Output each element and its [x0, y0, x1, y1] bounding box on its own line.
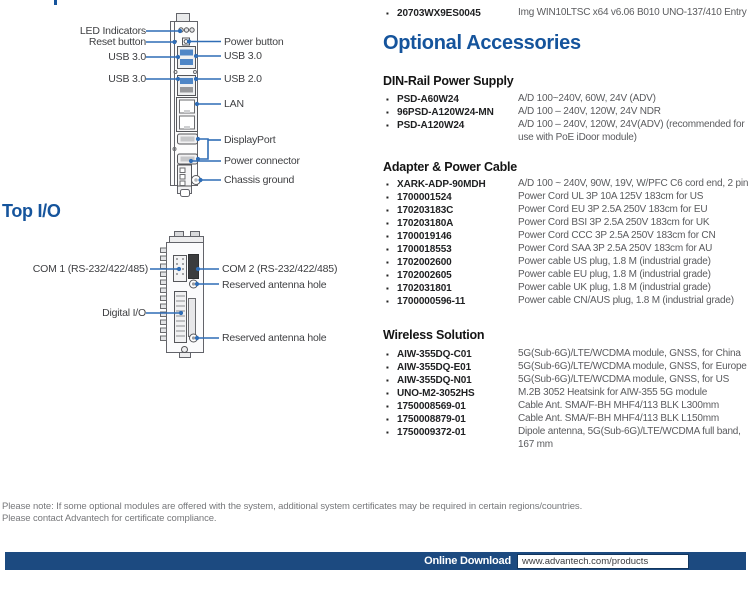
bullet-icon: ▪ [386, 363, 389, 373]
accessory-row [383, 426, 749, 451]
bullet-icon: ▪ [386, 389, 389, 399]
part-number: AIW-355DQ-E01 [397, 362, 472, 374]
part-description: Img WIN10LTSC x64 v6.06 B010 UNO-137/410 Entry [518, 7, 747, 18]
part-number: PSD-A60W24 [397, 94, 459, 105]
bullet-icon: ▪ [386, 402, 389, 412]
screw-icon [182, 347, 188, 353]
usb3-ports-icon [178, 47, 196, 69]
part-description: A/D 100 – 240V, 120W, 24V NDR [518, 106, 661, 117]
part-number: 96PSD-A120W24-MN [397, 107, 494, 118]
label-usb3-left-1: USB 3.0 [108, 51, 146, 63]
accessory-row [383, 93, 749, 106]
label-com1: COM 1 (RS-232/422/485) [32, 263, 148, 275]
accessory-row [383, 230, 749, 243]
accessory-row [383, 387, 749, 400]
label-power-button: Power button [224, 36, 284, 48]
part-description: Power Cord SAA 3P 2.5A 250V 183cm for AU [518, 243, 713, 255]
part-number: AIW-355DQ-C01 [397, 349, 472, 361]
part-description: M.2B 3052 Heatsink for AIW-355 5G module [518, 387, 708, 399]
bullet-icon: ▪ [386, 206, 389, 216]
accessory-row [383, 204, 749, 217]
part-description: Power cable CN/AUS plug, 1.8 M (industrial grade) [518, 295, 734, 307]
footnote-line-1: Please note: If some optional modules are offered with the system, additional system certificates may be required in certain regions/countries. [2, 501, 583, 512]
bullet-icon: ▪ [386, 9, 389, 18]
part-number: XARK-ADP-90MDH [397, 179, 486, 191]
part-description: Power Cord CCC 3P 2.5A 250V 183cm for CN [518, 230, 716, 242]
heatsink-fins [161, 248, 167, 341]
accessory-row [383, 282, 749, 295]
part-number: 170203183C [397, 205, 454, 217]
part-description: A/D 100 – 240V, 120W, 24V(ADV) (recommended for use with PoE iDoor module) [518, 119, 745, 143]
part-description: 5G(Sub-6G)/LTE/WCDMA module, GNSS, for US [518, 374, 730, 386]
bullet-icon: ▪ [386, 121, 389, 130]
bullet-icon: ▪ [386, 95, 389, 104]
accessory-row [383, 191, 749, 204]
part-number: 1750009372-01 [397, 427, 466, 439]
lan-ports-icon [177, 98, 198, 132]
label-displayport: DisplayPort [224, 134, 276, 146]
online-download-bar [5, 552, 746, 570]
accessory-row [383, 256, 749, 269]
label-reset-button: Reset button [88, 36, 146, 48]
part-description: Power cable US plug, 1.8 M (industrial grade) [518, 256, 711, 268]
part-number: 1700001524 [397, 192, 452, 204]
part-description: Power Cord EU 3P 2.5A 250V 183cm for EU [518, 204, 708, 216]
accessories-column [383, 3, 749, 451]
accessory-row [383, 7, 749, 20]
part-description: Power cable UK plug, 1.8 M (industrial grade) [518, 282, 711, 294]
part-description: 5G(Sub-6G)/LTE/WCDMA module, GNSS, for Europe [518, 361, 747, 373]
bullet-icon: ▪ [386, 271, 389, 281]
part-description: Power cable EU plug, 1.8 M (industrial grade) [518, 269, 711, 281]
part-description: Power Cord BSI 3P 2.5A 250V 183cm for UK [518, 217, 710, 229]
part-number: 1700019146 [397, 231, 452, 243]
optional-accessories-heading: Optional Accessories [383, 32, 581, 54]
usb2-ports-icon [178, 76, 196, 96]
bullet-icon: ▪ [386, 219, 389, 229]
accessory-row [383, 178, 749, 191]
part-number: 1702002600 [397, 257, 452, 269]
bullet-icon: ▪ [386, 428, 389, 438]
label-usb3-right: USB 3.0 [224, 50, 262, 62]
part-description: Power Cord UL 3P 10A 125V 183cm for US [518, 191, 704, 203]
part-number: PSD-A120W24 [397, 120, 465, 131]
section-title-din-rail: DIN-Rail Power Supply [383, 74, 514, 88]
bullet-icon: ▪ [386, 258, 389, 268]
accessory-row [383, 217, 749, 230]
part-number: 170203180A [397, 218, 454, 230]
label-digital-io: Digital I/O [102, 307, 146, 319]
part-description: A/D 100~240V, 60W, 24V (ADV) [518, 93, 656, 104]
part-number: 1702031801 [397, 283, 452, 295]
part-number: 1750008569-01 [397, 401, 466, 413]
part-number: AIW-355DQ-N01 [397, 375, 472, 387]
accessory-row [383, 295, 749, 308]
bullet-icon: ▪ [386, 108, 389, 117]
bullet-icon: ▪ [386, 350, 389, 360]
label-chassis-ground: Chassis ground [224, 174, 295, 186]
part-description: Cable Ant. SMA/F-BH MHF4/113 BLK L150mm [518, 413, 719, 425]
cropped-heading-remnant [54, 0, 57, 5]
bullet-icon: ▪ [386, 376, 389, 386]
bullet-icon: ▪ [386, 284, 389, 294]
part-number: 1750008879-01 [397, 414, 466, 426]
accessory-row [383, 413, 749, 426]
accessory-row [383, 106, 749, 119]
label-led-indicators: LED Indicators [79, 25, 146, 37]
bullet-icon: ▪ [386, 297, 389, 307]
label-usb2: USB 2.0 [224, 73, 262, 85]
bullet-icon: ▪ [386, 180, 389, 190]
part-number: 1702002605 [397, 270, 452, 282]
label-antenna-hole-1: Reserved antenna hole [222, 279, 327, 291]
top-io-heading: Top I/O [2, 201, 61, 221]
accessory-row [383, 400, 749, 413]
accessory-row [383, 243, 749, 256]
download-url-box [517, 554, 689, 569]
section-title-adapter-cable: Adapter & Power Cable [383, 160, 518, 175]
accessory-row [383, 348, 749, 361]
part-number: 20703WX9ES0045 [397, 8, 481, 19]
label-lan: LAN [224, 98, 244, 110]
part-number: UNO-M2-3052HS [397, 388, 475, 400]
online-download-label: Online Download [424, 555, 511, 567]
label-com2: COM 2 (RS-232/422/485) [222, 263, 338, 275]
part-description: A/D 100 ~ 240V, 90W, 19V, W/PFC C6 cord end, 2 pin [518, 178, 749, 190]
bullet-icon: ▪ [386, 232, 389, 242]
label-antenna-hole-2: Reserved antenna hole [222, 332, 327, 344]
bullet-icon: ▪ [386, 193, 389, 203]
accessory-row [383, 119, 749, 144]
accessory-row [383, 269, 749, 282]
power-connector-icon [178, 165, 192, 186]
label-usb3-left-2: USB 3.0 [108, 73, 146, 85]
part-number: 1700000596-11 [397, 296, 466, 308]
accessory-row [383, 361, 749, 374]
part-description: Cable Ant. SMA/F-BH MHF4/113 BLK L300mm [518, 400, 719, 412]
label-power-connector: Power connector [224, 155, 300, 167]
bullet-icon: ▪ [386, 245, 389, 255]
accessory-row [383, 374, 749, 387]
section-title-wireless: Wireless Solution [383, 328, 485, 343]
part-description: Dipole antenna, 5G(Sub-6G)/LTE/WCDMA full band, 167 mm [518, 426, 741, 450]
footnote [2, 501, 582, 525]
footnote-line-2: Please contact Advantech for certificate compliance. [2, 513, 217, 524]
bullet-icon: ▪ [386, 415, 389, 425]
part-number: 1700018553 [397, 244, 452, 256]
download-url[interactable]: www.advantech.com/products [522, 556, 649, 567]
part-description: 5G(Sub-6G)/LTE/WCDMA module, GNSS, for China [518, 348, 741, 360]
